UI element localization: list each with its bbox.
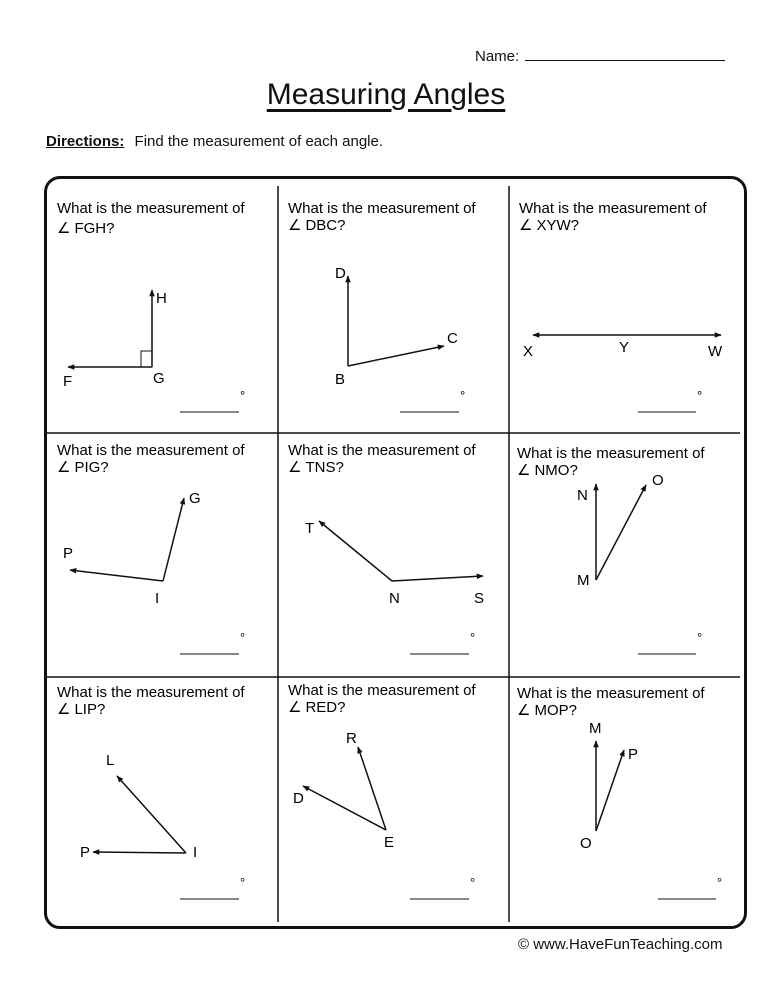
ray-ip bbox=[70, 570, 163, 581]
point-label-e: E bbox=[384, 834, 395, 851]
angle-label bbox=[57, 459, 109, 476]
angle-symbol: ∠ bbox=[57, 701, 71, 718]
angle-name: NMO? bbox=[534, 462, 578, 479]
point-label-p: P bbox=[80, 844, 91, 861]
degree-symbol: ° bbox=[240, 388, 246, 403]
ray-ig bbox=[163, 498, 184, 581]
angle-name: LIP? bbox=[74, 701, 106, 718]
point-label-w: W bbox=[708, 343, 723, 360]
angle-symbol: ∠ bbox=[288, 217, 302, 234]
angle-label bbox=[57, 220, 114, 237]
question-text: What is the measurement of bbox=[519, 200, 707, 217]
ray-il bbox=[117, 776, 186, 853]
problem-cell-9 bbox=[517, 685, 722, 899]
ray-op bbox=[596, 750, 624, 831]
angle-symbol: ∠ bbox=[517, 702, 531, 719]
problem-cell-7 bbox=[57, 684, 245, 899]
angle-label bbox=[57, 701, 105, 718]
angle-name: TNS? bbox=[305, 459, 344, 476]
directions-text: Find the measurement of each angle. bbox=[134, 133, 384, 150]
question-text: What is the measurement of bbox=[288, 442, 476, 459]
degree-symbol: ° bbox=[470, 875, 476, 890]
page-title: Measuring Angles bbox=[266, 78, 506, 111]
problem-cell-8 bbox=[288, 682, 476, 899]
angle-name: MOP? bbox=[534, 702, 577, 719]
problem-cell-6 bbox=[517, 445, 705, 654]
question-text: What is the measurement of bbox=[517, 685, 705, 702]
degree-symbol: ° bbox=[697, 630, 703, 645]
angle-label bbox=[288, 699, 345, 716]
angle-label bbox=[288, 217, 345, 234]
point-label-d: D bbox=[335, 265, 346, 282]
point-label-g: G bbox=[153, 370, 165, 387]
point-label-c: C bbox=[447, 330, 458, 347]
point-label-t: T bbox=[305, 520, 315, 537]
point-label-y: Y bbox=[619, 339, 630, 356]
point-label-m: M bbox=[589, 720, 602, 737]
point-label-b: B bbox=[335, 371, 346, 388]
question-text: What is the measurement of bbox=[57, 200, 245, 217]
directions-label: Directions: bbox=[46, 133, 125, 150]
angle-label bbox=[517, 702, 577, 719]
point-label-f: F bbox=[63, 373, 73, 390]
name-label: Name: bbox=[475, 48, 520, 65]
point-label-p: P bbox=[628, 746, 639, 763]
point-label-g: G bbox=[189, 490, 201, 507]
ray-mo bbox=[596, 485, 646, 580]
degree-symbol: ° bbox=[470, 630, 476, 645]
angle-name: RED? bbox=[305, 699, 346, 716]
point-label-o: O bbox=[580, 835, 592, 852]
angle-symbol: ∠ bbox=[57, 220, 71, 237]
copyright-footer: © www.HaveFunTeaching.com bbox=[518, 936, 723, 953]
point-label-x: X bbox=[523, 343, 534, 360]
point-label-o: O bbox=[652, 472, 664, 489]
angle-symbol: ∠ bbox=[288, 699, 302, 716]
point-label-n: N bbox=[577, 487, 588, 504]
angle-name: PIG? bbox=[74, 459, 109, 476]
problem-cell-4 bbox=[57, 442, 245, 654]
point-label-m: M bbox=[577, 572, 590, 589]
angle-label bbox=[517, 462, 578, 479]
angle-label bbox=[519, 217, 579, 234]
angle-name: XYW? bbox=[536, 217, 579, 234]
ray-ns bbox=[392, 576, 483, 581]
question-text: What is the measurement of bbox=[288, 200, 476, 217]
problem-cell-3 bbox=[519, 200, 723, 412]
point-label-r: R bbox=[346, 730, 357, 747]
angle-name: DBC? bbox=[305, 217, 346, 234]
degree-symbol: ° bbox=[240, 630, 246, 645]
point-label-p: P bbox=[63, 545, 74, 562]
degree-symbol: ° bbox=[697, 388, 703, 403]
degree-symbol: ° bbox=[460, 388, 466, 403]
ray-ip bbox=[93, 852, 186, 853]
ray-bc bbox=[348, 346, 444, 366]
angle-symbol: ∠ bbox=[519, 217, 533, 234]
right-angle-mark bbox=[141, 351, 152, 367]
point-label-i: I bbox=[155, 590, 160, 607]
angle-label bbox=[288, 459, 344, 476]
point-label-i: I bbox=[193, 844, 198, 861]
point-label-s: S bbox=[474, 590, 485, 607]
problem-cell-2 bbox=[288, 200, 476, 412]
angle-symbol: ∠ bbox=[517, 462, 531, 479]
angle-name: FGH? bbox=[74, 220, 115, 237]
point-label-l: L bbox=[106, 752, 115, 769]
degree-symbol: ° bbox=[717, 875, 723, 890]
point-label-n: N bbox=[389, 590, 400, 607]
question-text: What is the measurement of bbox=[288, 682, 476, 699]
problem-cell-5 bbox=[288, 442, 484, 654]
degree-symbol: ° bbox=[240, 875, 246, 890]
angle-symbol: ∠ bbox=[288, 459, 302, 476]
angle-symbol: ∠ bbox=[57, 459, 71, 476]
point-label-d: D bbox=[293, 790, 304, 807]
question-text: What is the measurement of bbox=[517, 445, 705, 462]
question-text: What is the measurement of bbox=[57, 442, 245, 459]
point-label-h: H bbox=[156, 290, 167, 307]
ray-nt bbox=[319, 521, 392, 581]
problem-cell-1 bbox=[57, 200, 245, 412]
question-text: What is the measurement of bbox=[57, 684, 245, 701]
